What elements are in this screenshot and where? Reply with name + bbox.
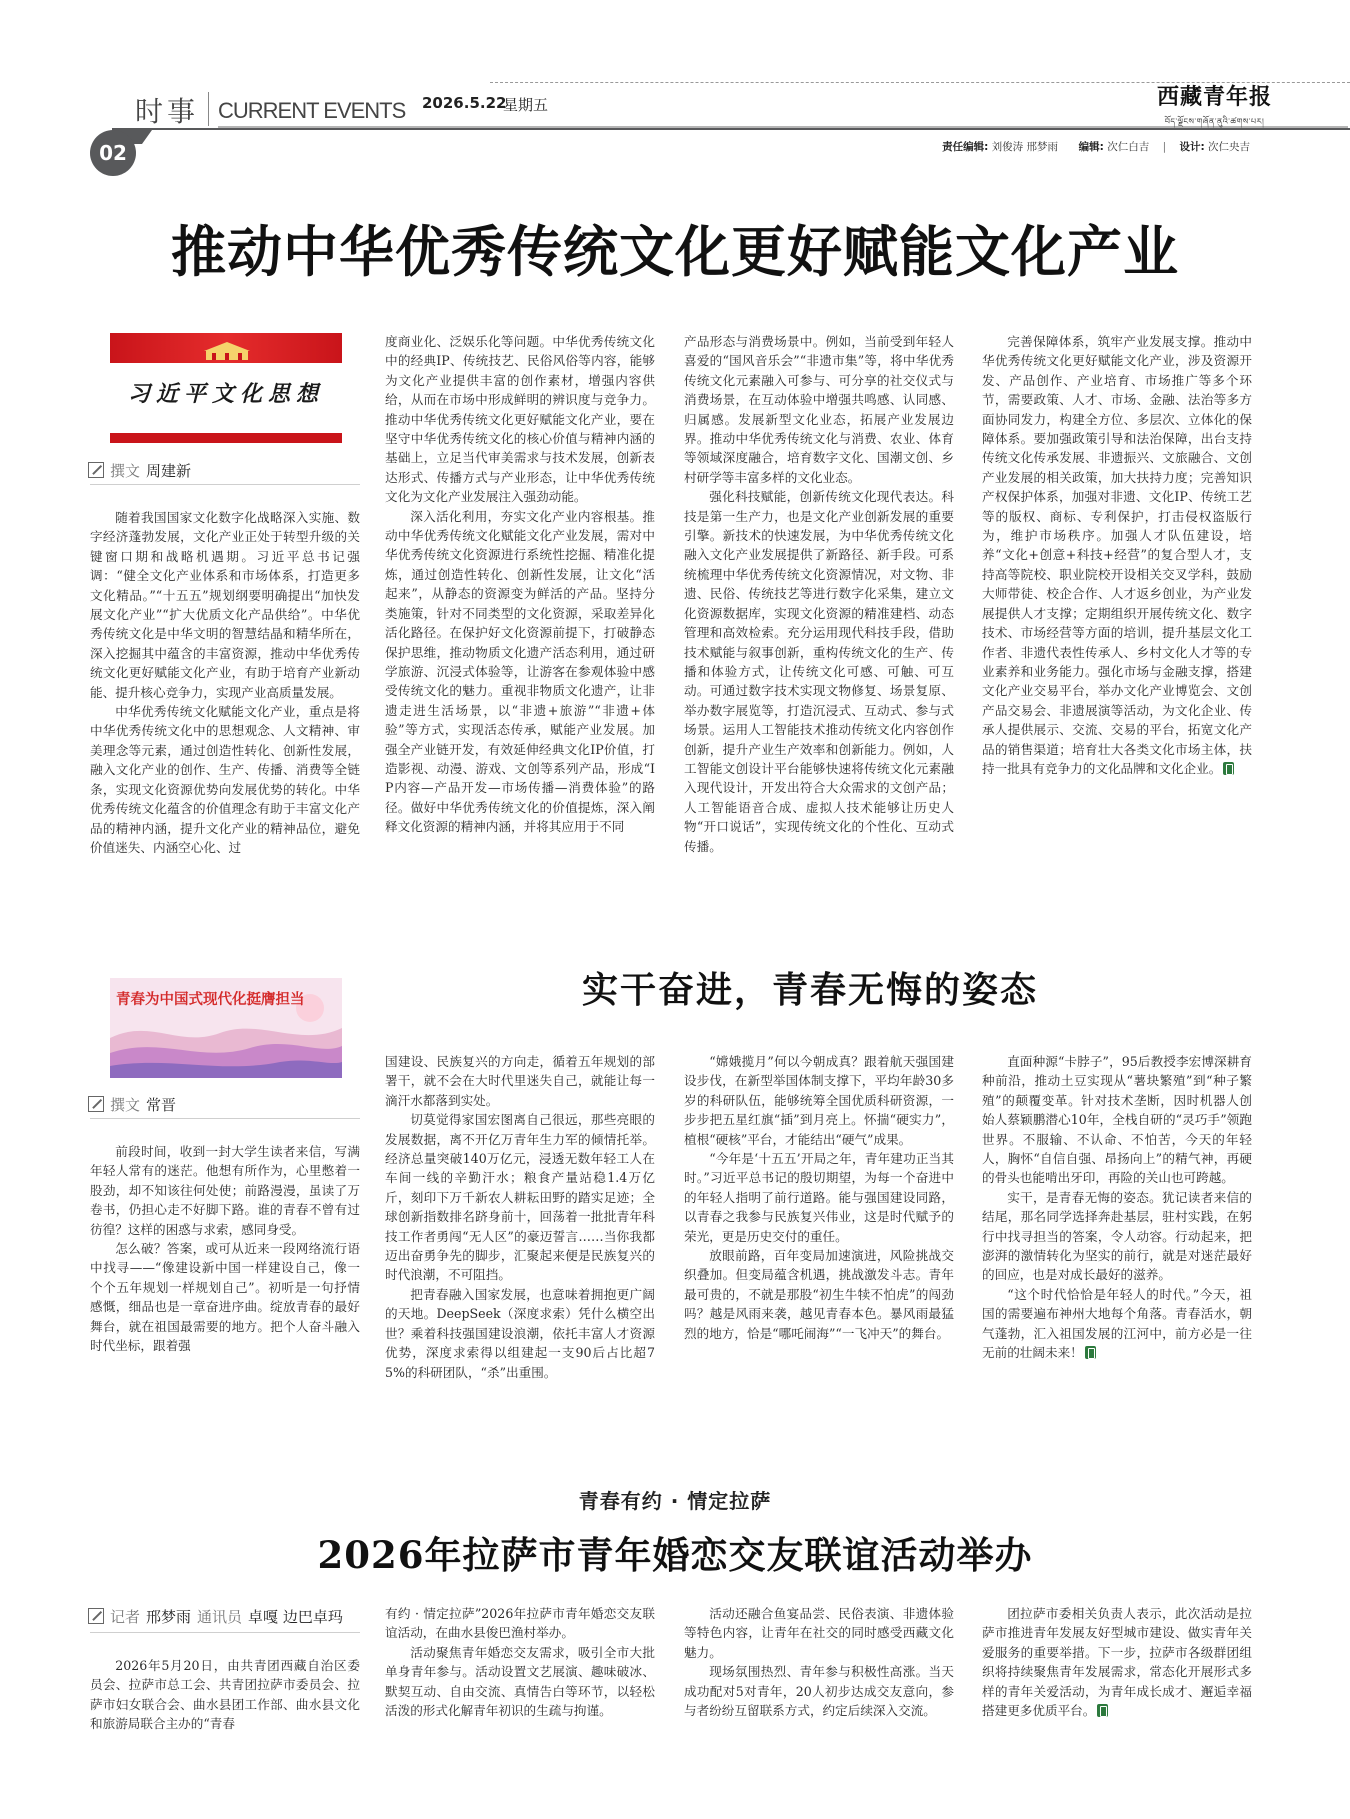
byline-divider [90, 1632, 360, 1633]
section-separator [208, 92, 209, 126]
byline-divider [90, 1118, 360, 1119]
issue-weekday: 星期五 [503, 96, 549, 114]
paragraph: 活动聚焦青年婚恋交友需求，吸引全市大批单身青年参与。活动设置文艺展演、趣味破冰、默契互动、自由交流、真情告白等环节，以轻松活泼的形式化解青年初识的生疏与拘谨。 [385, 1644, 655, 1719]
credit-editor-label: 责任编辑: [942, 141, 989, 153]
paragraph: 把青春融入国家发展，也意味着拥抱更广阔的天地。DeepSeek（深度求索）凭什么横空出世？乘着科技强国建设浪潮，依托丰富人才资源优势，深度求索得以组建起一支90后占比超75%的科研团队，“杀”出重围。 [385, 1286, 655, 1380]
credit-editor: 刘俊涛 邢梦雨 [991, 141, 1058, 153]
masthead-tibetan: བོད་ལྗོངས་གཞོན་ནུའི་ཚགས་པར། [1164, 117, 1265, 126]
paragraph: “嫦娥揽月”何以今朝成真？跟着航天强国建设步伐，在新型举国体制支撑下，平均年龄30多岁的科研队伍，能够统筹全国优质科研资源，一步步把五星红旗“插”到月亮上。怀揣“硬实力”，植根“硬核”平台，才能结出“硬气”成果。 [684, 1054, 954, 1147]
article2-headline: 实干奋进，青春无悔的姿态 [581, 970, 1038, 1011]
paragraph [982, 1285, 1252, 1363]
paragraph: 国建设、民族复兴的方向走，循着五年规划的部署干，就不会在大时代里迷失自己，就能让每一滴汗水都落到实处。 [385, 1054, 655, 1108]
article1-column-4 [982, 332, 1252, 778]
article1-column-1 [90, 508, 360, 857]
paragraph: 随着我国国家文化数字化战略深入实施、数字经济蓬勃发展，文化产业正处于转型升级的关键窗口期和战略机遇期。习近平总书记强调：“健全文化产业体系和市场体系，打造更多文化精品。”“十五五”规划纲要明确提出“加快发展文化产业”“扩大优质文化产品供给”。中华优秀传统文化是中华文明的智慧结晶和精华所在，深入挖掘其中蕴含的丰富资源，推动中华优秀传统文化更好赋能文化产业，有助于培育产业新动能、提升核心竞争力，实现产业高质量发展。 [90, 510, 360, 700]
article3-column-3 [684, 1604, 954, 1720]
byline-author: 卓嘎 边巴卓玛 [248, 1608, 343, 1626]
byline-role: 撰文 [110, 462, 141, 480]
paragraph: 现场氛围热烈、青年参与积极性高涨。当天成功配对5对青年，20人初步达成交友意向，参与者纷纷互留联系方式，约定后续深入交流。 [684, 1664, 954, 1719]
masthead-title: 西藏青年报 [1156, 84, 1272, 110]
end-mark-icon [1097, 1704, 1108, 1717]
pen-box-icon [88, 1096, 104, 1112]
editor-credits [942, 139, 1250, 154]
paragraph [982, 332, 1252, 778]
paragraph: 强化科技赋能，创新传统文化现代表达。科技是第一生产力，也是文化产业创新发展的重要引擎。新技术的快速发展，为中华优秀传统文化融入文化产业发展提供了新路径、新手段。可系统梳理中华优秀传统文化资源情况，对文物、非遗、民俗、传统技艺等进行数字化采集，建立文化资源数据库，实现文化资源的精准建档、动态管理和高效检索。充分运用现代科技手段，借助技术赋能与叙事创新，重构传统文化的生产、传播和体验方式，让传统文化可感、可触、可互动。可通过数字技术实现文物修复、场景复原、举办数字展览等，打造沉浸式、互动式、参与式场景。运用人工智能技术推动传统文化内容创作创新，提升产业生产效率和创新能力。例如，人工智能文创设计平台能够快速将传统文化元素融入现代设计，开发出符合大众需求的文创产品；人工智能语音合成、虚拟人技术能够让历史人物“开口说话”，实现传统文化的个性化、互动式传播。 [684, 489, 954, 854]
credit-edit-label: 编辑: [1078, 141, 1104, 153]
article2-banner-text: 青春为中国式现代化挺膺担当 [116, 992, 305, 1008]
paragraph-text: 完善保障体系，筑牢产业发展支撑。推动中华优秀传统文化更好赋能文化产业，涉及资源开发、产品创作、产业培育、市场推广等多个环节，需要政策、人才、市场、金融、法治等多方面协同发力，构建全方位、多层次、立体化的保障体系。要加强政策引导和法治保障，出台支持传统文化传承发展、非遗振兴、文旅融合、文创产业发展的相关政策，加大扶持力度；完善知识产权保护体系，加强对非遗、文化IP、传统工艺等的版权、商标、专利保护，打击侵权盗版行为，维护市场秩序。加强人才队伍建设，培养“文化+创意+科技+经营”的复合型人才，支持高等院校、职业院校开设相关交叉学科，鼓励大师带徒、校企合作、人才返乡创业，为产业发展提供人才支撑；定期组织开展传统文化、数字技术、市场经营等方面的培训，提升基层文化工作者、非遗代表性传承人、乡村文化人才等的专业素养和业务能力。强化市场与金融支撑，搭建文化产业交易平台，举办文化产业博览会、文创产品交易会、非遗展演等活动，为文化企业、传承人提供展示、交流、交易的平台，拓宽文化产品的销售渠道；培育壮大各类文化市场主体，扶持一批具有竞争力的文化品牌和文化企业。 [982, 334, 1252, 776]
article2-column-4 [982, 1052, 1252, 1363]
issue-date: 2026.5.22 [422, 94, 507, 112]
masthead [1157, 80, 1272, 135]
paragraph: 放眼前路，百年变局加速演进，风险挑战交织叠加。但变局蕴含机遇，挑战激发斗志。青年最可贵的，不就是那股“初生牛犊不怕虎”的闯劲吗？越是风雨来袭，越见青春本色。暴风雨最猛烈的地方，恰是“哪吒闹海”“一飞冲天”的舞台。 [684, 1248, 954, 1341]
article2-column-1 [90, 1142, 360, 1355]
paragraph: 2026年5月20日，由共青团西藏自治区委员会、拉萨市总工会、共青团拉萨市委员会、拉萨市妇女联合会、曲水县团工作部、曲水县文化和旅游局联合主办的“青春 [90, 1658, 360, 1732]
article1-banner-text: 习近平文化思想 [127, 381, 324, 407]
byline-author: 邢梦雨 [146, 1608, 192, 1626]
article1-column-3 [684, 332, 954, 856]
byline-divider [90, 484, 360, 485]
tiananmen-icon [202, 339, 252, 361]
article2-byline [88, 1094, 182, 1115]
paragraph: 深入活化利用，夯实文化产业内容根基。推动中华优秀传统文化赋能文化产业发展，需对中华优秀传统文化资源进行系统性挖掘、精准化提炼，通过创造性转化、创新性发展，让文化“活起来”，从静态的资源变为鲜活的产品。坚持分类施策，针对不同类型的文化资源，采取差异化活化路径。在保护好文化资源前提下，打破静态保护思维，推动物质文化遗产活态利用，通过研学旅游、沉浸式体验等，让游客在参观体验中感受传统文化的魅力。重视非物质文化遗产，让非遗走进生活场景，以“非遗+旅游”“非遗+体验”等方式，实现活态传承，赋能产业发展。加强全产业链开发，有效延伸经典文化IP价值，打造影视、动漫、游戏、文创等系列产品，形成“IP内容—产品开发—市场传播—消费体验”的路径。做好中华优秀传统文化的价值提炼，深入阐释文化资源的精神内涵，并将其应用于不同 [385, 508, 655, 835]
page-number-badge: 02 [90, 130, 136, 176]
article3-column-4 [982, 1604, 1252, 1720]
paragraph: 前段时间，收到一封大学生读者来信，写满年轻人常有的迷茫。他想有所作为，心里憋着一股劲，却不知该往何处使；前路漫漫，虽读了万卷书，仍担心走不好脚下路。谁的青春不曾有过彷徨？这样的困惑与求索，感同身受。 [90, 1144, 360, 1237]
pen-box-icon [88, 462, 104, 478]
paragraph: 活动还融合鱼宴品尝、民俗表演、非遗体验等特色内容，让青年在社交的同时感受西藏文化魅力。 [684, 1606, 954, 1660]
article3-byline [88, 1606, 349, 1627]
byline-author: 周建新 [146, 462, 192, 480]
article1-column-2 [385, 332, 655, 837]
credit-design-label: 设计: [1179, 141, 1205, 153]
byline-role: 记者 [110, 1608, 141, 1626]
article3-kicker: 青春有约 · 情定拉萨 [578, 1489, 772, 1513]
paragraph-text: 团拉萨市委相关负责人表示，此次活动是拉萨市推进青年发展友好型城市建设、做实青年关爱服务的重要举措。下一步，拉萨市各级群团组织将持续聚焦青年发展需求，常态化开展形式多样的青年关爱活动，为青年成长成才、邂逅幸福搭建更多优质平台。 [982, 1606, 1252, 1719]
article3-column-1 [90, 1656, 360, 1734]
end-mark-icon [1085, 1346, 1096, 1359]
paragraph: 产品形态与消费场景中。例如，当前受到年轻人喜爱的“国风音乐会”“非遗市集”等，将中华优秀传统文化元素融入可参与、可分享的社交仪式与消费场景，在互动体验中增强共鸣感、认同感、归属感。发展新型文化业态，拓展产业发展边界。推动中华优秀传统文化与消费、农业、体育等领域深度融合，培育数字文化、国潮文创、乡村研学等丰富多样的文化业态。 [684, 334, 954, 485]
byline-author: 常晋 [146, 1096, 177, 1114]
paragraph: 切莫觉得家国宏图离自己很远，那些亮眼的发展数据，离不开亿万青年生力军的倾情托举。经济总量突破140万亿元，浸透无数年轻工人在车间一线的辛勤汗水；粮食产量站稳1.4万亿斤，刻印下万千新农人耕耘田野的踏实足迹；全球创新指数排名跻身前十，回荡着一批批青年科技工作者勇闯“无人区”的豪迈誓言……当你我都迈出奋勇争先的脚步，汇聚起来便是民族复兴的时代浪潮，不可阻挡。 [385, 1112, 655, 1283]
article1-column-banner [110, 333, 342, 443]
article2-column-banner [110, 978, 342, 1078]
paragraph-text: “这个时代恰恰是年轻人的时代。”今天，祖国的需要遍布神州大地每个角落。青春活水，朝气蓬勃，汇入祖国发展的江河中，前方必是一往无前的壮阔未来！ [982, 1286, 1252, 1361]
credit-edit: 次仁白吉 [1107, 141, 1150, 153]
article2-column-3 [684, 1052, 954, 1343]
end-mark-icon [1223, 762, 1234, 775]
article1-byline [88, 460, 197, 481]
article3-headline: 2026年拉萨市青年婚恋交友联谊活动举办 [317, 1533, 1033, 1577]
paragraph: “今年是‘十五五’开局之年，青年建功正当其时。”习近平总书记的殷切期望，为每一个奋进中的年轻人指明了前行道路。能与强国建设同路，以青春之我参与民族复兴伟业，这是时代赋予的荣光，更是历史交付的重任。 [684, 1151, 954, 1244]
pen-box-icon [88, 1608, 104, 1624]
paragraph: 有约 · 情定拉萨”2026年拉萨市青年婚恋交友联谊活动，在曲水县俊巴渔村举办。 [385, 1606, 655, 1641]
byline-role: 撰文 [110, 1096, 141, 1114]
article3-column-2 [385, 1604, 655, 1720]
section-title-en: CURRENT EVENTS [218, 98, 406, 123]
paragraph: 实干，是青春无悔的姿态。犹记读者来信的结尾，那名同学选择奔赴基层，驻村实践，在躬行中找寻担当的答案，令人动容。行动起来，把澎湃的激情转化为坚实的前行，就是对迷茫最好的回应，也是对成长最好的滋养。 [982, 1189, 1252, 1283]
paragraph: 怎么破？答案，或可从近来一段网络流行语中找寻——“像建设新中国一样建设自己，像一个个五年规划一样规划自己”。初听是一句抒情感慨，细品也是一章奋进序曲。绽放青春的最好舞台，就在祖国最需要的地方。把个人奋斗融入时代坐标，跟着强 [90, 1241, 360, 1354]
paragraph: 度商业化、泛娱乐化等问题。中华优秀传统文化中的经典IP、传统技艺、民俗风俗等内容，能够为文化产业提供丰富的创作素材，增强内容供给，从而在市场中形成鲜明的辨识度与竞争力。推动中华优秀传统文化更好赋能文化产业，要在坚守中华优秀传统文化的核心价值与精神内涵的基础上，立足当代审美需求与技术发展，创新表达形式、传播方式与产业形态，让中华优秀传统文化为文化产业发展注入强劲动能。 [385, 334, 655, 505]
article2-column-2 [385, 1052, 655, 1382]
byline-role: 通讯员 [197, 1608, 243, 1626]
paragraph: 中华优秀传统文化赋能文化产业，重点是将中华优秀传统文化中的思想观念、人文精神、审美理念等元素，通过创造性转化、创新性发展，融入文化产业的创作、生产、传播、消费等全链条，实现文化资源优势向发展优势的转化。中华优秀传统文化蕴含的价值理念有助于丰富文化产品的精神内涵，提升文化产业的精神品位，避免价值迷失、内涵空心化、过 [90, 704, 360, 855]
paragraph [982, 1604, 1252, 1720]
article1-headline: 推动中华优秀传统文化更好赋能文化产业 [170, 220, 1179, 284]
credit-separator: | [1162, 141, 1167, 153]
credit-design: 次仁央吉 [1208, 141, 1250, 153]
page-header [0, 0, 1350, 170]
paragraph: 直面种源“卡脖子”，95后教授李宏博深耕育种前沿，推动土豆实现从“薯块繁殖”到“种子繁殖”的颠覆变革。针对技术垄断，因时机器人创始人蔡颖鹏潜心10年，全栈自研的“灵巧手”领跑世界。不服输、不认命、不怕苦，今天的年轻人，胸怀“自信自强、昂扬向上”的精气神，再硬的骨头也能啃出牙印，再险的关山也可跨越。 [982, 1054, 1252, 1186]
section-title-cn: 时事 [135, 95, 200, 128]
